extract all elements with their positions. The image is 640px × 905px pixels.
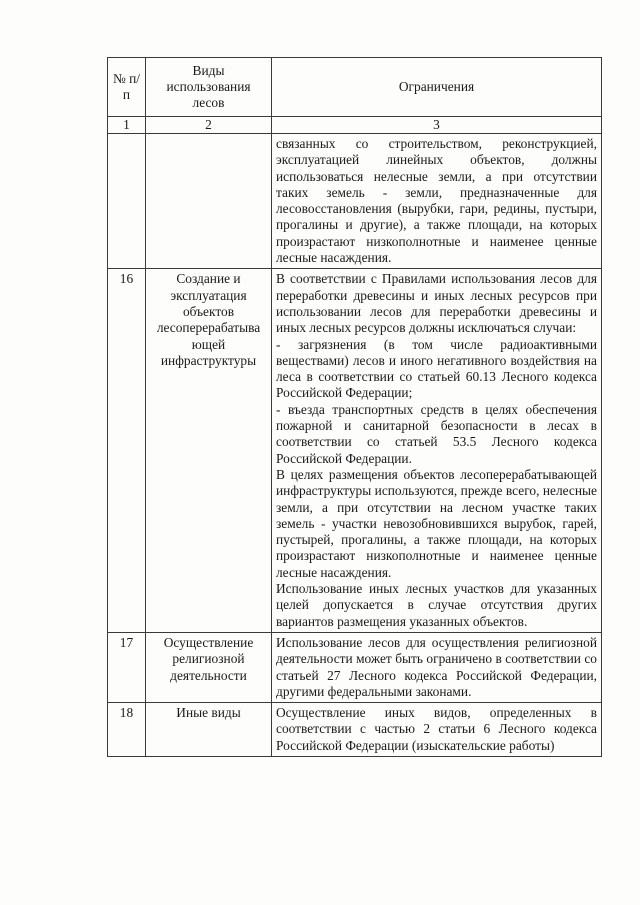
row-use-type (146, 134, 272, 269)
header-number: № п/ п (108, 58, 146, 117)
row-number: 18 (108, 703, 146, 757)
restriction-paragraph: связанных со строительством, реконструкцией, эксплуатацией линейных объектов, должны использоваться нелесные земли, а при отсутствии таких земель - земли, предназначенные для лесовосстановления (вырубки, гари, редины, пустыри, прогалины и другие), а также площади, на которых произрастают низкополнотные и наименее ценные лесные насаждения. (276, 136, 597, 266)
table-row (108, 632, 602, 702)
restriction-paragraph: - въезда транспортных средств в целях обеспечения пожарной и санитарной безопасности в лесах в соответствии со статьей 53.5 Лесного кодекса Российской Федерации. (276, 401, 597, 466)
column-number-1: 1 (108, 117, 146, 134)
row-restrictions (272, 703, 602, 757)
row-restrictions (272, 269, 602, 633)
row-use-type: Осуществление религиозной деятельности (146, 632, 272, 702)
restriction-paragraph: - загрязнения (в том числе радиоактивными веществами) лесов и иного негативного воздействия на леса в соответствии со статьей 60.13 Лесного кодекса Российской Федерации; (276, 336, 597, 401)
row-restrictions (272, 134, 602, 269)
row-use-type: Создание и эксплуатация объектов лесоперерабатыва ющей инфраструктуры (146, 269, 272, 633)
restriction-paragraph: Осуществление иных видов, определенных в соответствии с частью 2 статьи 6 Лесного кодекса Российской Федерации (изыскательские работы) (276, 705, 597, 753)
restriction-paragraph: Использование лесов для осуществления религиозной деятельности может быть ограничено в соответствии со статьей 27 Лесного кодекса Российской Федерации, другими федеральными законами. (276, 634, 597, 699)
table-row (108, 703, 602, 757)
row-use-type: Иные виды (146, 703, 272, 757)
table-header-row (108, 58, 602, 117)
header-restrictions: Ограничения (272, 58, 602, 117)
restriction-paragraph: В соответствии с Правилами использования лесов для переработки древесины и иных лесных ресурсов при использовании лесов для переработки древесины и иных лесных ресурсов должны исключаться случаи: (276, 271, 597, 336)
row-number (108, 134, 146, 269)
column-number-2: 2 (146, 117, 272, 134)
restriction-paragraph: Использование иных лесных участков для указанных целей допускается в случае отсутствия других вариантов размещения указанных объектов. (276, 581, 597, 629)
table-row (108, 134, 602, 269)
restrictions-table (107, 57, 602, 757)
column-number-3: 3 (272, 117, 602, 134)
column-numbers-row (108, 117, 602, 134)
header-use-type: Виды использования лесов (146, 58, 272, 117)
restriction-paragraph: В целях размещения объектов лесоперерабатывающей инфраструктуры используются, прежде всего, нелесные земли, а при отсутствии на лесном участке таких земель - участки невозобновившихся вырубок, гарей, пустырей, прогалины, а также площади, на которых произрастают низкополнотные и наименее ценные лесные насаждения. (276, 466, 597, 580)
row-restrictions (272, 632, 602, 702)
row-number: 17 (108, 632, 146, 702)
row-number: 16 (108, 269, 146, 633)
table-row (108, 269, 602, 633)
